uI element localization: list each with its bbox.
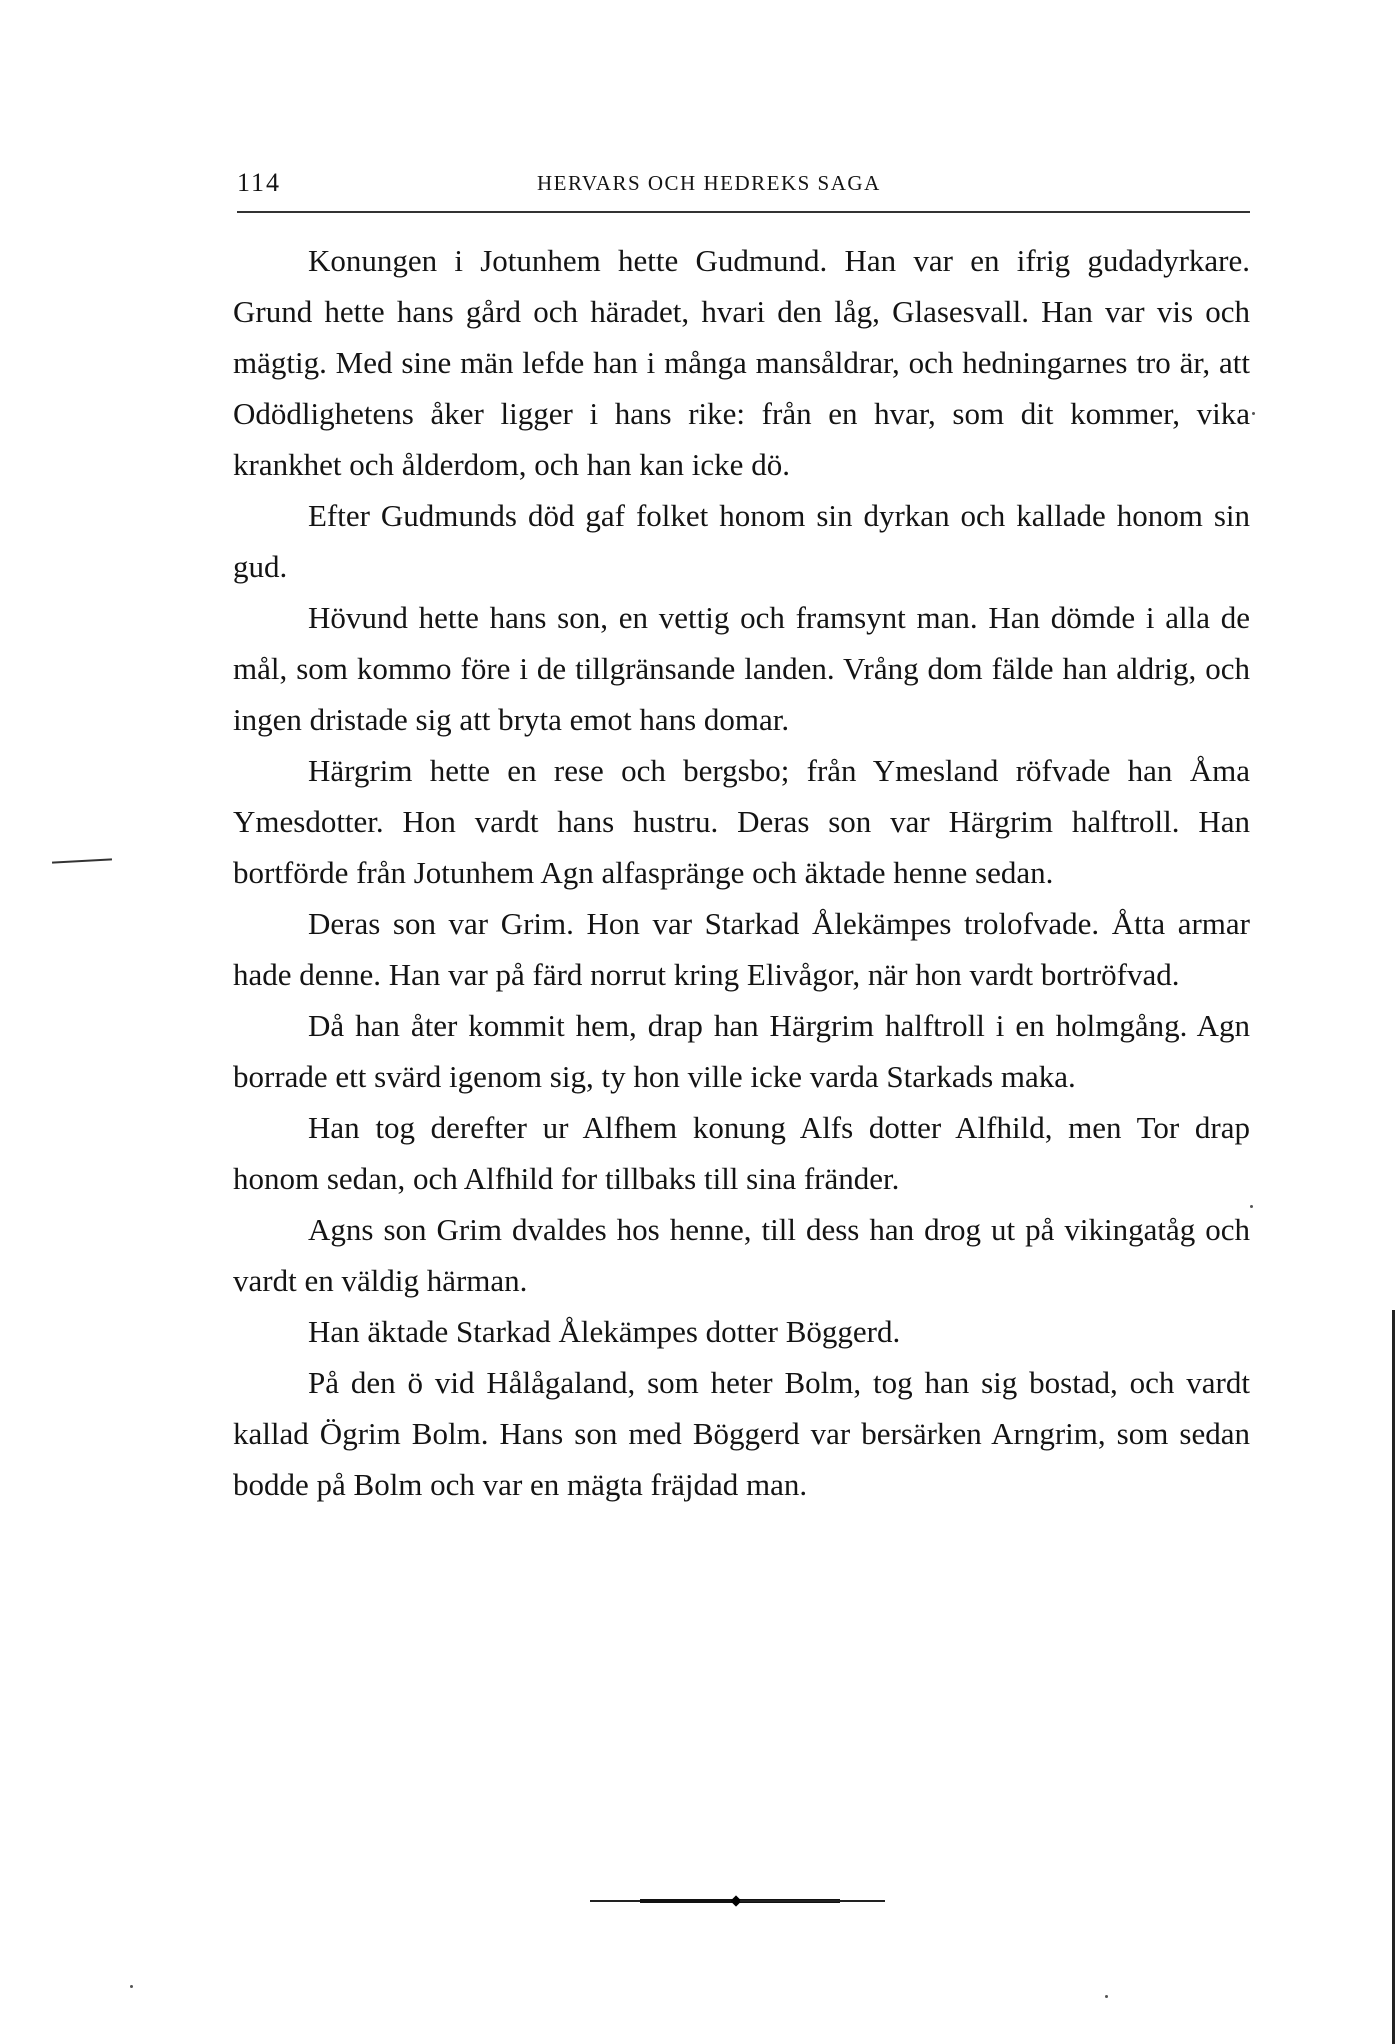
paragraph: Agns son Grim dvaldes hos henne, till dess han drog ut på vikingatåg och vardt en väldig härman. <box>233 1212 1250 1298</box>
paragraph: På den ö vid Hålågaland, som heter Bolm, tog han sig bostad, och vardt kallad Ögrim Bolm. Hans son med Böggerd var bersärken Arngrim, som sedan bodde på Bolm och var en mägta fräjdad man. <box>233 1365 1250 1502</box>
paragraph: Deras son var Grim. Hon var Starkad Ålekämpes trolofvade. Åtta armar hade denne. Han var på färd norrut kring Elivågor, när hon vardt bortröfvad. <box>233 906 1250 992</box>
paragraph: Hövund hette hans son, en vettig och framsynt man. Han dömde i alla de mål, som kommo före i de tillgränsande landen. Vrång dom fälde han aldrig, och ingen dristade sig att bryta emot hans domar. <box>233 600 1250 737</box>
paragraph: Härgrim hette en rese och bergsbo; från Ymesland röfvade han Åma Ymesdotter. Hon vardt hans hustru. Deras son var Härgrim halftroll. Han bortförde från Jotunhem Agn alfasprängе och äktade henne sedan. <box>233 753 1250 890</box>
end-ornament <box>590 1896 890 1906</box>
scan-speck <box>1105 1995 1108 1998</box>
paragraph: Efter Gudmunds död gaf folket honom sin dyrkan och kallade honom sin gud. <box>233 498 1250 584</box>
body-text <box>233 235 1250 1510</box>
scan-speck <box>1250 1205 1253 1208</box>
margin-pencil-mark <box>52 858 112 863</box>
running-title: HERVARS OCH HEDREKS SAGA <box>537 171 881 195</box>
scan-speck <box>1252 412 1255 415</box>
paragraph: Då han åter kommit hem, drap han Härgrim halftroll i en holmgång. Agn borrade ett svärd igenom sig, ty hon ville icke varda Starkads maka. <box>233 1008 1250 1094</box>
paragraph: Han tog derefter ur Alfhem konung Alfs dotter Alfhild, men Tor drap honom sedan, och Alfhild for tillbaks till sina fränder. <box>233 1110 1250 1196</box>
running-head <box>237 168 1250 208</box>
paragraph: Konungen i Jotunhem hette Gudmund. Han var en ifrig gudadyrkare. Grund hette hans gård och häradet, hvari den låg, Glasesvall. Han var vis och mägtig. Med sine män lefde han i många mansåldrar, och hedningarnes tro är, att Odödlighetens åker ligger i hans rike: från en hvar, som dit kommer, vika krankhet och ålderdom, och han kan icke dö. <box>233 243 1250 482</box>
paragraph: Han äktade Starkad Ålekämpes dotter Böggerd. <box>308 1314 901 1349</box>
header-rule <box>237 211 1250 213</box>
scan-speck <box>130 1985 133 1988</box>
ornament-rule-right <box>740 1900 885 1902</box>
page-number: 114 <box>237 168 282 197</box>
scan-edge-line <box>1392 1310 1395 2044</box>
